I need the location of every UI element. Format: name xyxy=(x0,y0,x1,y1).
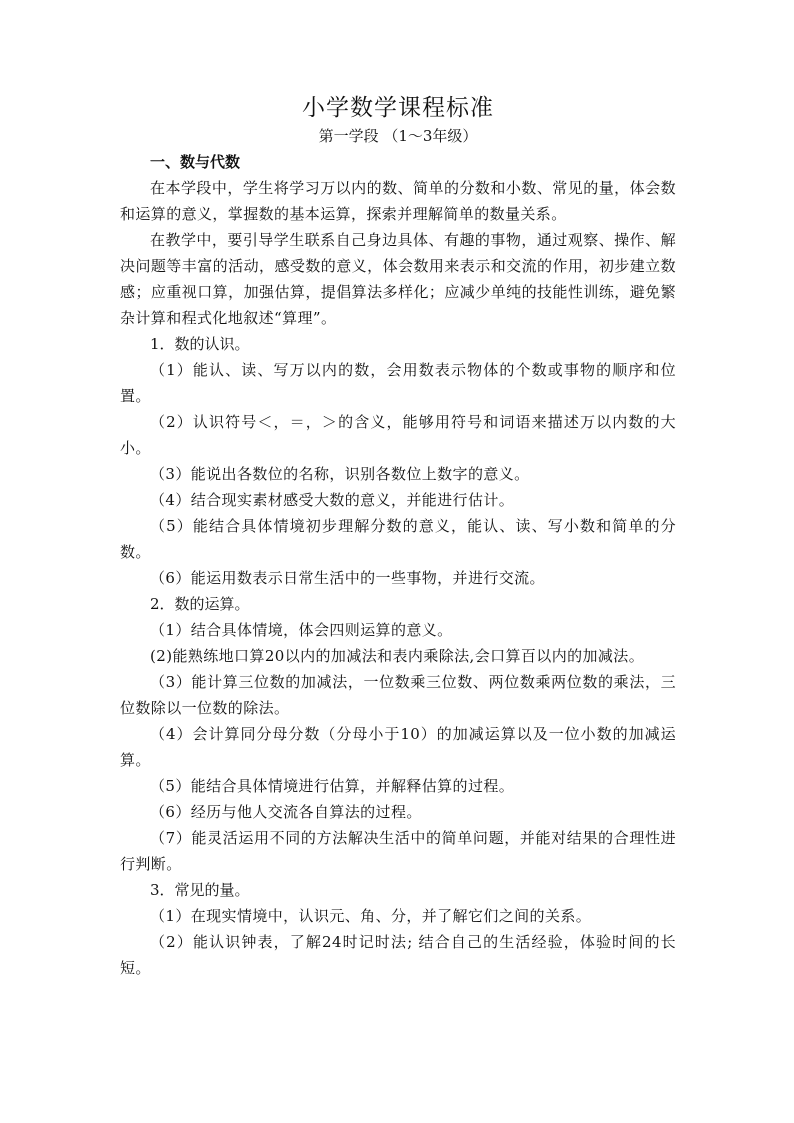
list-item: （5）能结合具体情境初步理解分数的意义，能认、读、写小数和简单的分数。 xyxy=(120,517,676,561)
list-item: (2)能熟练地口算20以内的加减法和表内乘除法,会口算百以内的加减法。 xyxy=(150,647,645,665)
list-item: （1）能认、读、写万以内的数，会用数表示物体的个数或事物的顺序和位置。 xyxy=(120,361,676,405)
list-item: （7）能灵活运用不同的方法解决生活中的简单问题，并能对结果的合理性进行判断。 xyxy=(120,829,676,873)
list-item: （2）认识符号＜，＝，＞的含义，能够用符号和词语来描述万以内数的大小。 xyxy=(120,413,676,457)
list-item: （3）能说出各数位的名称，识别各数位上数字的意义。 xyxy=(150,465,530,483)
document-subtitle: 第一学段 （1～3年级） xyxy=(318,127,478,145)
list-item: （5）能结合具体情境进行估算，并解释估算的过程。 xyxy=(150,777,515,795)
document-title: 小学数学课程标准 xyxy=(302,95,494,121)
subsection-heading: 3．常见的量。 xyxy=(150,881,250,899)
list-item: （2）能认识钟表，了解24时记时法; 结合自己的生活经验，体验时间的长短。 xyxy=(120,933,676,977)
subsection-heading: 1．数的认识。 xyxy=(150,335,250,353)
paragraph: 在教学中，要引导学生联系自己身边具体、有趣的事物，通过观察、操作、解决问题等丰富的活动，感受数的意义，体会数用来表示和交流的作用，初步建立数感；应重视口算，加强估算，提倡算法多样化；应减少单纯的技能性训练，避免繁杂计算和程式化地叙述“算理”。 xyxy=(120,231,676,327)
list-item: （6）能运用数表示日常生活中的一些事物，并进行交流。 xyxy=(150,569,545,587)
section-heading: 一、数与代数 xyxy=(150,153,241,171)
subsection-heading: 2．数的运算。 xyxy=(150,595,250,613)
list-item: （4）会计算同分母分数（分母小于10）的加减运算以及一位小数的加减运算。 xyxy=(120,725,676,769)
list-item: （6）经历与他人交流各自算法的过程。 xyxy=(150,803,422,821)
document-content xyxy=(120,93,676,981)
list-item: （1）在现实情境中，认识元、角、分，并了解它们之间的关系。 xyxy=(150,907,592,925)
list-item: （3）能计算三位数的加减法，一位数乘三位数、两位数乘两位数的乘法，三位数除以一位数的除法。 xyxy=(120,673,676,717)
paragraph: 在本学段中，学生将学习万以内的数、简单的分数和小数、常见的量，体会数和运算的意义，掌握数的基本运算，探索并理解简单的数量关系。 xyxy=(120,179,676,223)
list-item: （1）结合具体情境，体会四则运算的意义。 xyxy=(150,621,453,639)
list-item: （4）结合现实素材感受大数的意义，并能进行估计。 xyxy=(150,491,515,509)
